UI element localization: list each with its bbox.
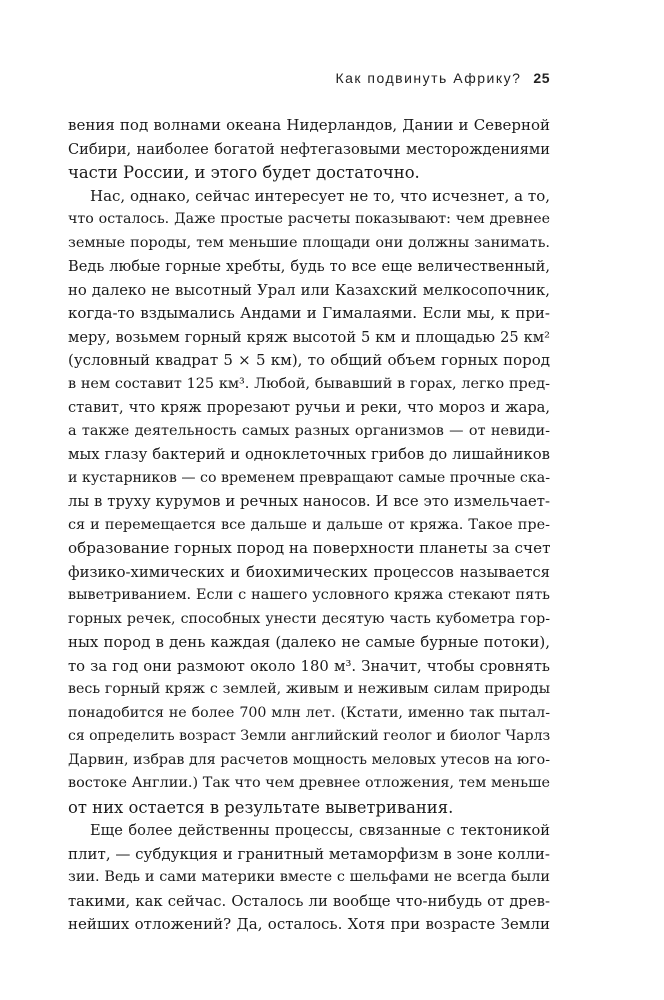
text-line: зии. Ведь и сами материки вместе с шельфами не всегда были (68, 869, 550, 885)
page-number: 25 (533, 70, 550, 86)
text-line: плит, — субдукция и гранитный метаморфизм в зоне колли- (68, 844, 550, 863)
text-line: ных пород в день каждая (далеко не самые бурные потоки), (68, 633, 550, 651)
text-line: понадобится не более 700 млн лет. (Кстати, именно так пытал- (68, 704, 550, 721)
text-line: Еще более действенны процессы, связанные с тектоникой (90, 822, 550, 839)
text-line: вения под волнами океана Нидерландов, Дании и Северной (68, 116, 550, 134)
text-line: в нем составит 125 км³. Любой, бывавший в горах, легко пред- (68, 375, 550, 392)
text-line: но далеко не высотный Урал или Казахский мелкосопочник, (68, 281, 550, 299)
text-line: от них остается в результате выветривания. (68, 797, 454, 817)
text-line: нейших отложений? Да, осталось. Хотя при возрасте Земли (68, 915, 550, 933)
running-head (335, 70, 550, 86)
text-line: (условный квадрат 5 × 5 км), то общий объем горных пород (68, 351, 550, 369)
text-line: земные породы, тем меньшие площади они должны занимать. (68, 234, 550, 251)
text-line: ся определить возраст Земли английский геолог и биолог Чарлз (68, 728, 550, 744)
text-line: ставит, что кряж прорезают ручьи и реки, что мороз и жара, (68, 399, 550, 416)
text-line: горных речек, способных унести десятую часть кубометра гор- (68, 610, 550, 627)
running-head-title: Как подвинуть Африку? (335, 70, 522, 86)
text-line: то за год они размоют около 180 м³. Значит, чтобы сровнять (68, 657, 550, 675)
text-line: когда-то вздымались Андами и Гималаями. Если мы, к при- (68, 304, 550, 322)
text-line: востоке Англии.) Так что чем древнее отложения, тем меньше (68, 775, 550, 791)
text-line: выветриванием. Если с нашего условного кряжа стекают пять (68, 587, 550, 603)
text-line: лы в труху курумов и речных наносов. И все это измельчает- (68, 493, 550, 510)
body-text (68, 114, 550, 937)
text-line: Сибири, наиболее богатой нефтегазовыми месторождениями (68, 140, 550, 158)
text-line: образование горных пород на поверхности планеты за счет (68, 539, 550, 557)
text-line: а также деятельность самых разных организмов — от невиди- (68, 422, 550, 439)
text-line: части России, и этого будет достаточно. (68, 163, 420, 182)
text-line: и кустарников — со временем превращают самые прочные ска- (68, 469, 550, 486)
text-line: физико-химических и биохимических процессов называется (68, 563, 550, 581)
text-line: Ведь любые горные хребты, будь то все еще величественный, (68, 258, 550, 275)
text-line: мых глазу бактерий и одноклеточных грибов до лишайников (68, 446, 550, 463)
text-line: Нас, однако, сейчас интересует не то, что исчезнет, а то, (90, 186, 550, 205)
text-line: Дарвин, избрав для расчетов мощность меловых утесов на юго- (68, 751, 550, 768)
text-line: меру, возьмем горный кряж высотой 5 км и площадью 25 км² (68, 328, 550, 346)
text-line: ся и перемещается все дальше и дальше от кряжа. Такое пре- (68, 516, 550, 533)
text-line: весь горный кряж с землей, живым и неживым силам природы (68, 681, 550, 697)
text-line: такими, как сейчас. Осталось ли вообще что-нибудь от древ- (68, 892, 550, 910)
text-line: что осталось. Даже простые расчеты показывают: чем древнее (68, 211, 550, 227)
